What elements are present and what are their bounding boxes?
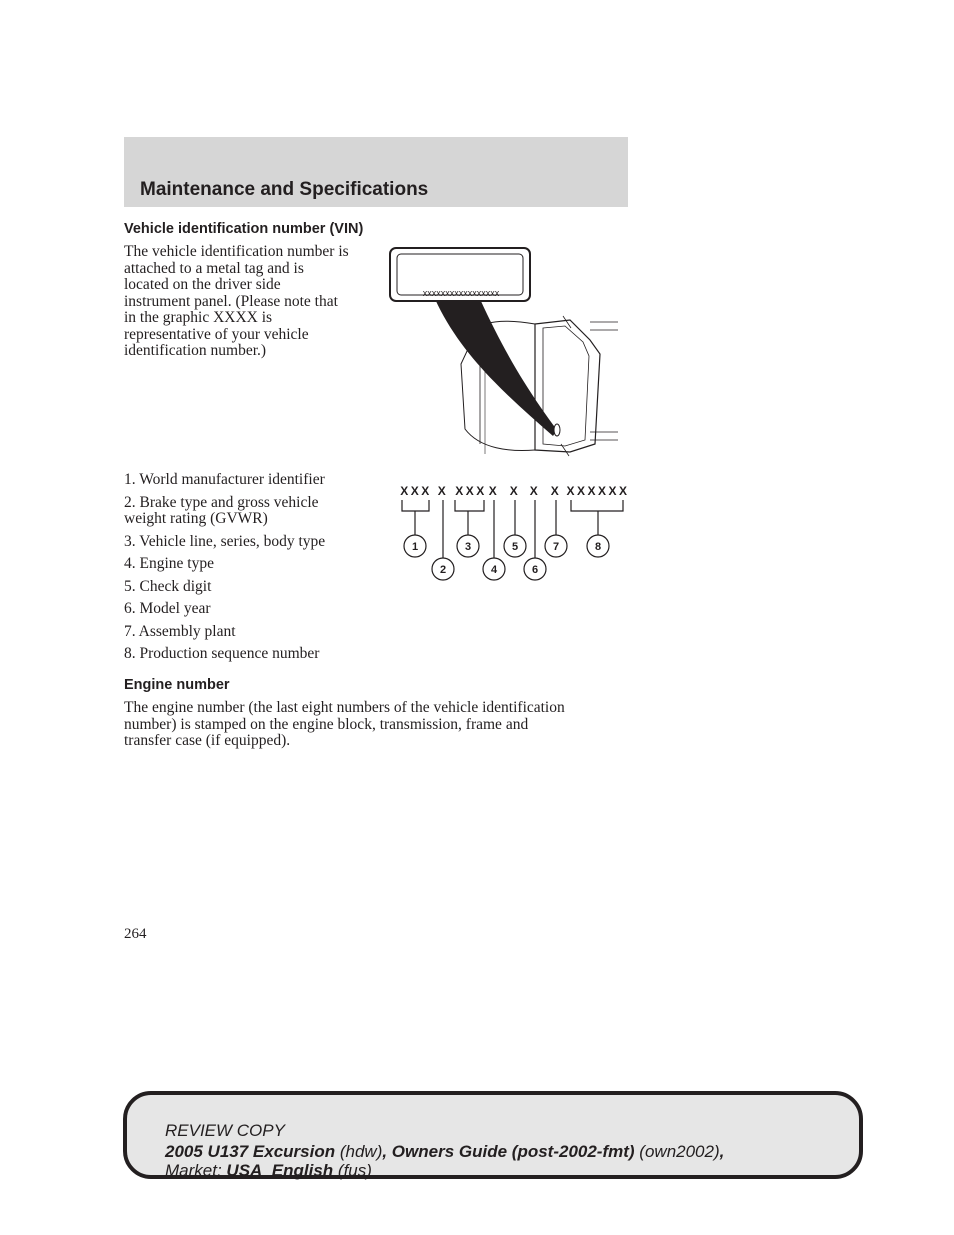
vin-code-list (124, 472, 364, 669)
vin-group-2: X (437, 484, 449, 498)
page-number: 264 (124, 926, 147, 942)
vin-paragraph-line: identification number.) (124, 342, 267, 359)
list-item: 6. Model year (124, 600, 211, 617)
callout-number-1: 1 (411, 541, 419, 553)
callout-number-8: 8 (594, 541, 602, 553)
engine-paragraph-line: number) is stamped on the engine block, transmission, frame and (124, 715, 529, 733)
callout-number-6: 6 (531, 564, 539, 576)
vin-paragraph-line: located on the driver side (124, 276, 281, 293)
callout-number-2: 2 (439, 564, 447, 576)
callout-number-3: 3 (464, 541, 472, 553)
list-item: 5. Check digit (124, 577, 212, 595)
list-item: 1. World manufacturer identifier (124, 471, 325, 488)
callout-number-4: 4 (490, 564, 498, 576)
vin-paragraph (124, 244, 374, 360)
footer-comma: , (719, 1142, 725, 1161)
vin-tag-text: xxxxxxxxxxxxxxxxx (422, 288, 500, 298)
vin-plate-marker (554, 424, 560, 436)
vin-group-5: X (509, 484, 521, 498)
footer-vehicle-line (165, 1142, 724, 1162)
footer-market-line (165, 1161, 372, 1181)
vin-group-4: X (488, 484, 500, 498)
vin-paragraph-line: instrument panel. (Please note that (124, 292, 338, 310)
list-item: 4. Engine type (124, 555, 214, 572)
footer-guide: , Owners Guide (post-2002-fmt) (382, 1142, 635, 1161)
footer-review-copy: REVIEW COPY (165, 1121, 285, 1140)
section-title: Maintenance and Specifications (140, 179, 429, 200)
engine-paragraph-line: transfer case (if equipped). (124, 732, 291, 749)
vin-group-3: XXX (455, 484, 487, 498)
vin-group-1: XXX (400, 484, 432, 498)
footer-market-label: Market: (165, 1161, 222, 1180)
callout-number-5: 5 (511, 541, 519, 553)
vin-heading: Vehicle identification number (VIN) (124, 221, 364, 237)
footer-vehicle-code: (hdw) (339, 1142, 383, 1161)
section-header-band (124, 137, 628, 207)
vin-paragraph-line: in the graphic XXXX is (124, 309, 273, 326)
engine-paragraph-line: The engine number (the last eight numbers of the vehicle identification (124, 699, 565, 716)
footer-vehicle: 2005 U137 Excursion (165, 1142, 336, 1161)
vin-location-illustration (385, 244, 625, 460)
vin-paragraph-line: The vehicle identification number is (124, 243, 349, 260)
footer-market-code: (fus) (337, 1161, 372, 1180)
engine-paragraph (124, 700, 628, 750)
vin-group-6: X (529, 484, 541, 498)
vin-paragraph-line: representative of your vehicle (124, 325, 309, 343)
callout-number-7: 7 (552, 541, 560, 553)
list-item: 3. Vehicle line, series, body type (124, 532, 326, 550)
engine-heading: Engine number (124, 677, 230, 693)
list-item: 2. Brake type and gross vehicle weight rating (GVWR) (124, 493, 319, 527)
footer-market: USA_English (226, 1161, 334, 1180)
review-copy-footer (123, 1091, 863, 1179)
footer-guide-code: (own2002) (639, 1142, 720, 1161)
list-item: 7. Assembly plant (124, 622, 236, 640)
vin-group-7: X (550, 484, 562, 498)
vin-paragraph-line: attached to a metal tag and is (124, 259, 304, 277)
vin-group-8: XXXXXX (566, 484, 630, 498)
list-item: 8. Production sequence number (124, 645, 320, 662)
vin-breakdown-diagram (395, 478, 635, 586)
